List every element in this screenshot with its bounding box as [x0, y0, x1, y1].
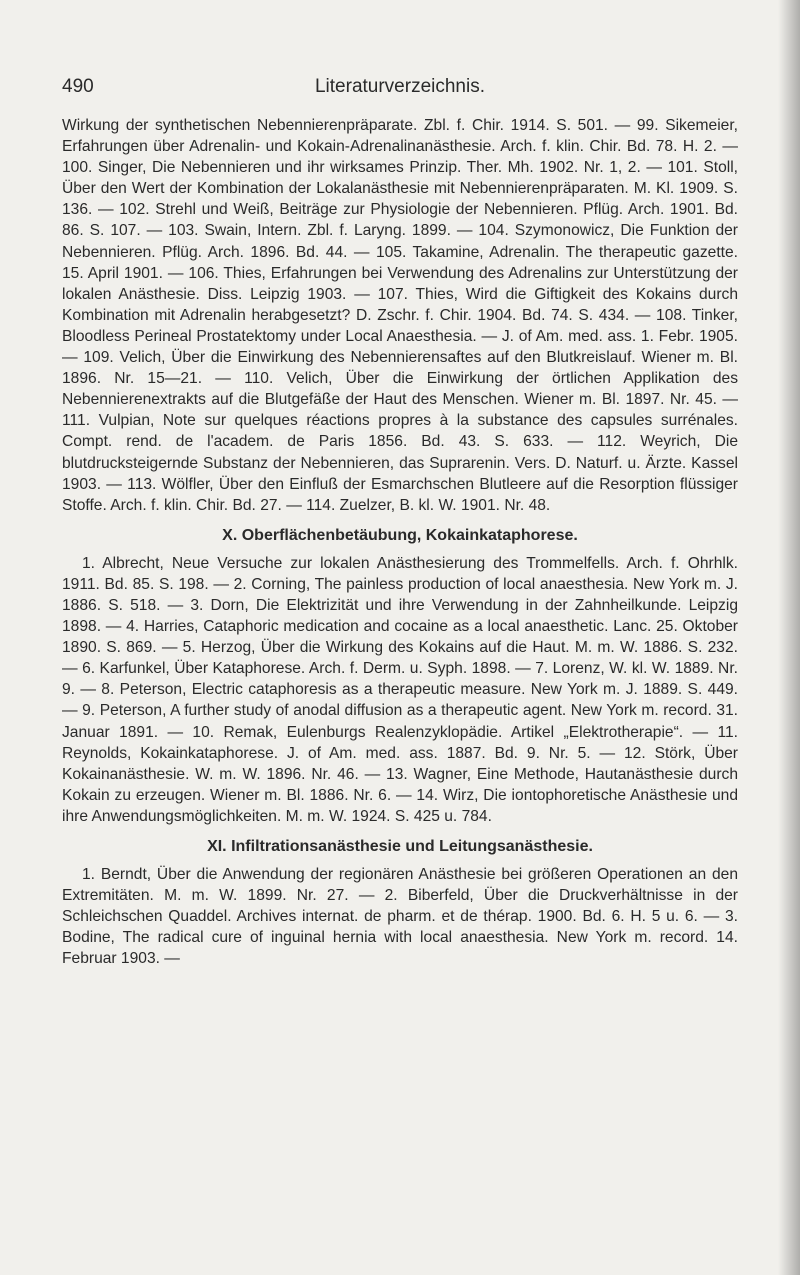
section-heading: XI. Infiltrationsanästhesie und Leitungsanästhesie. [207, 838, 593, 855]
reference-paragraph: Wirkung der synthetischen Nebennierenpräparate. Zbl. f. Chir. 1914. S. 501. — 99. Sikemeier, Erfahrungen über Adrenalin- und Kokain-Adrenalinanästhesie. Arch. f. klin. Chir. Bd. 78. H. 2. — 100. Singer, Die Nebennieren und ihr wirksames Prinzip. Ther. Mh. 1902. Nr. 1, 2. — 101. Stoll, Über den Wert der Kombination der Lokalanästhesie mit Nebennierenpräparaten. M. Kl. 1909. S. 136. — 102. Strehl und Weiß, Beiträge zur Physiologie der Nebennieren. Pflüg. Arch. 1901. Bd. 86. S. 107. — 103. Swain, Intern. Zbl. f. Laryng. 1899. — 104. Szymonowicz, Die Funktion der Nebennieren. Pflüg. Arch. 1896. Bd. 44. — 105. Takamine, Adrenalin. The therapeutic gazette. 15. April 1901. — 106. Thies, Erfahrungen bei Verwendung des Adrenalins zur Unterstützung der lokalen Anästhesie. Diss. Leipzig 1903. — 107. Thies, Wird die Giftigkeit des Kokains durch Kombination mit Adrenalin herabgesetzt? D. Zschr. f. Chir. 1904. Bd. 74. S. 434. — 108. Tinker, Bloodless Perineal Prostatektomy under Local Anaesthesia. — J. of Am. med. ass. 1. Febr. 1905. — 109. Velich, Über die Einwirkung des Nebennierensaftes auf den Blutkreislauf. Wiener m. Bl. 1896. Nr. 15—21. — 110. Velich, Über die Einwirkung der örtlichen Applikation des Nebennierenextrakts auf die Blutgefäße der Haut des Menschen. Wiener m. Bl. 1897. Nr. 45. — 111. Vulpian, Note sur quelques réactions propres à la substance des capsules surrénales. Compt. rend. de l'academ. de Paris 1856. Bd. 43. S. 633. — 112. Weyrich, Die blutdrucksteigernde Substanz der Nebennieren, das Suprarenin. Vers. D. Naturf. u. Ärzte. Kassel 1903. — 113. Wölfler, Über den Einfluß der Esmarchschen Blutleere auf die Resorption flüssiger Stoffe. Arch. f. klin. Chir. Bd. 27. — 114. Zuelzer, B. kl. W. 1901. Nr. 48. [62, 117, 738, 514]
page-edge-shadow [778, 0, 800, 1275]
bibliography-body [62, 115, 738, 969]
reference-paragraph: 1. Albrecht, Neue Versuche zur lokalen Anästhesierung des Trommelfells. Arch. f. Ohrhlk. 1911. Bd. 85. S. 198. — 2. Corning, The painless production of local anaesthesia. New York m. J. 1886. S. 518. — 3. Dorn, Die Elektrizität und ihre Verwendung in der Zahnheilkunde. Leipzig 1898. — 4. Harries, Cataphoric medication and cocaine as a local anaesthetic. Lanc. 25. Oktober 1890. S. 869. — 5. Herzog, Über die Wirkung des Kokains auf die Haut. M. m. W. 1886. S. 232. — 6. Karfunkel, Über Kataphorese. Arch. f. Derm. u. Syph. 1898. — 7. Lorenz, W. kl. W. 1889. Nr. 9. — 8. Peterson, Electric cataphoresis as a therapeutic measure. New York m. J. 1889. S. 449. — 9. Peterson, A further study of anodal diffusion as a therapeutic agent. New York m. record. 31. Januar 1891. — 10. Remak, Eulenburgs Realenzyklopädie. Artikel „Elektrotherapie“. — 11. Reynolds, Kokainkataphorese. J. of Am. med. ass. 1887. Bd. 9. Nr. 5. — 12. Störk, Über Kokainanästhesie. W. m. W. 1896. Nr. 46. — 13. Wagner, Eine Methode, Hautanästhesie durch Kokain zu erzeugen. Wiener m. Bl. 1886. Nr. 6. — 14. Wirz, Die iontophoretische Anästhesie und ihre Anwendungsmöglichkeiten. M. m. W. 1924. S. 425 u. 784. [62, 554, 738, 825]
running-head: Literaturverzeichnis. [314, 76, 486, 97]
page-number: 490 [62, 76, 94, 97]
reference-paragraph: 1. Berndt, Über die Anwendung der regionären Anästhesie bei größeren Operationen an den Extremitäten. M. m. W. 1899. Nr. 27. — 2. Biberfeld, Über die Druckverhältnisse in der Schleichschen Quaddel. Archives internat. de pharm. et de thérap. 1900. Bd. 6. H. 5 u. 6. — 3. Bodine, The radical cure of inguinal hernia with local anaesthesia. New York m. record. 14. Februar 1903. — [62, 866, 738, 968]
page-header [62, 76, 738, 102]
section-heading: X. Oberflächenbetäubung, Kokainkataphorese. [222, 526, 578, 544]
